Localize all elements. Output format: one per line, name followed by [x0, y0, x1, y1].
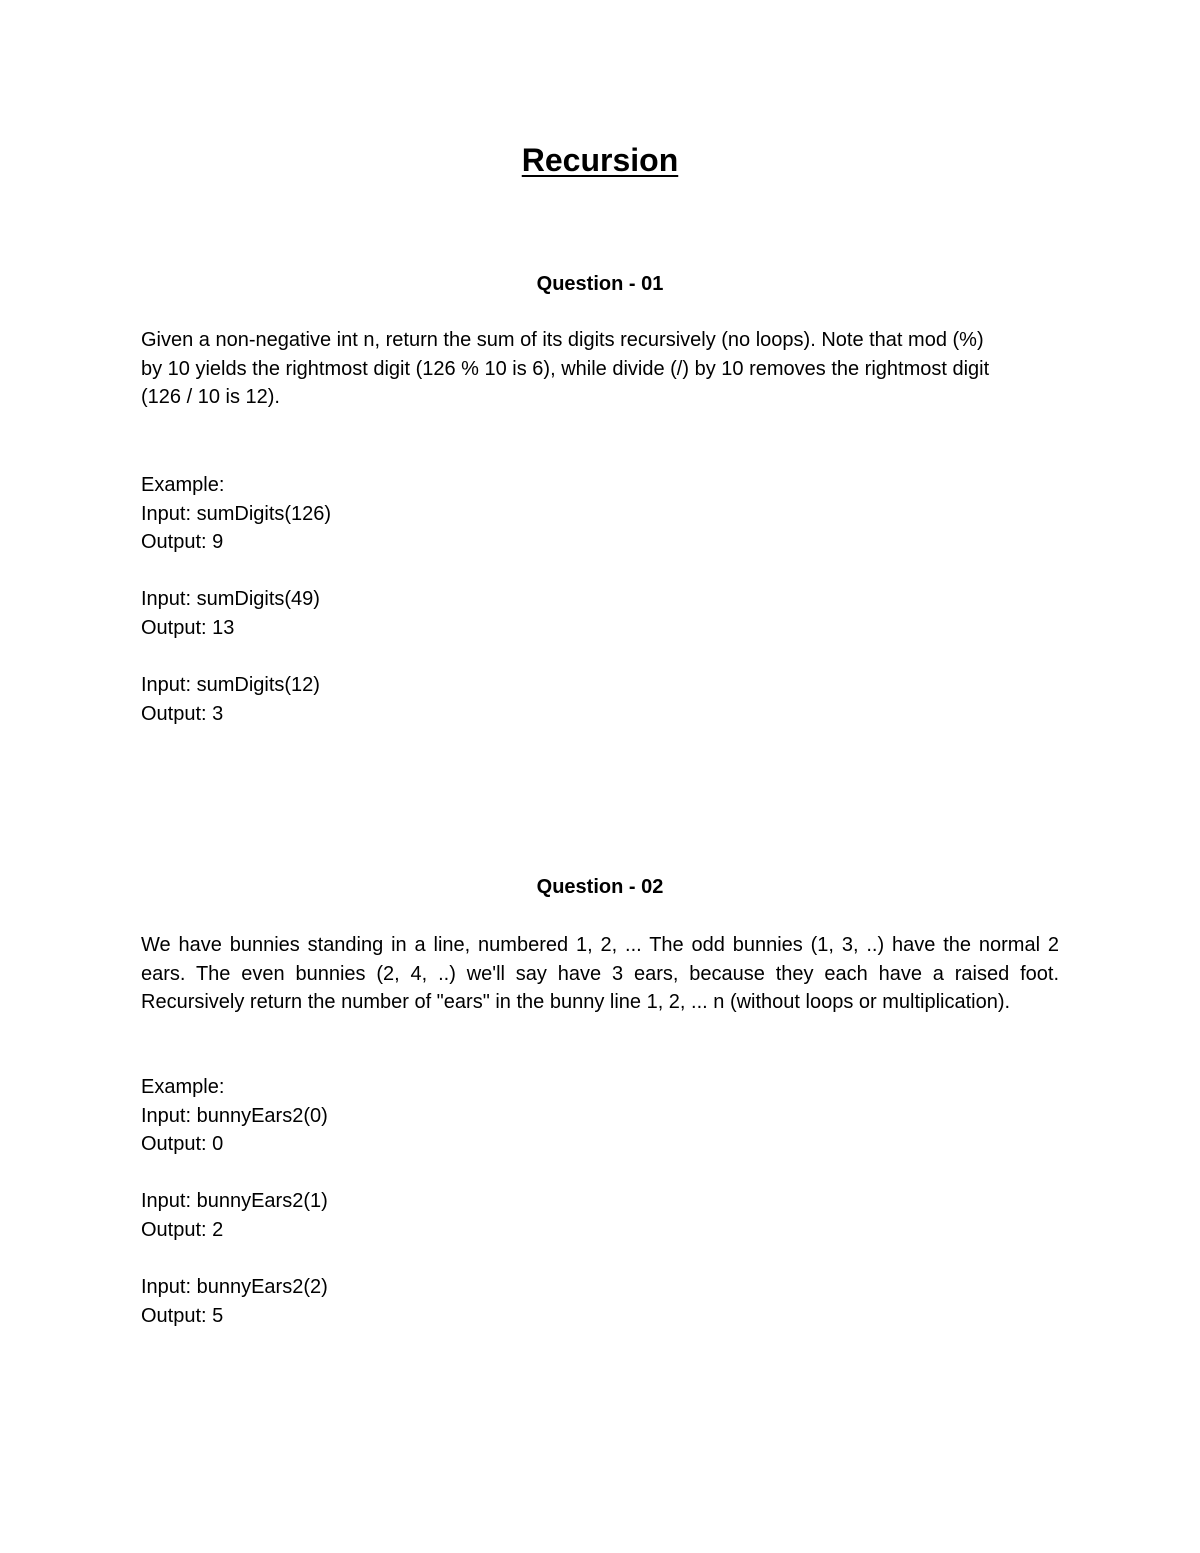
question-02: [141, 873, 1059, 1017]
page-title: Recursion: [521, 142, 679, 178]
question-01-examples: [141, 471, 1059, 728]
question-01-body-line: Given a non-negative int n, return the sum of its digits recursively (no loops). Note that mod (%): [141, 329, 984, 351]
question-01-heading: Question - 01: [536, 273, 664, 295]
example-output: Output: 2: [141, 1218, 224, 1241]
example-input: Input: sumDigits(12): [141, 674, 320, 697]
example-input: Input: bunnyEars2(0): [141, 1104, 328, 1127]
question-02-heading: Question - 02: [536, 876, 664, 898]
example-output: Output: 0: [141, 1133, 224, 1156]
question-02-examples: [141, 1073, 1059, 1330]
example-output: Output: 9: [141, 531, 224, 554]
example-output: Output: 5: [141, 1304, 224, 1327]
question-01-body-line: by 10 yields the rightmost digit (126 % 10 is 6), while divide (/) by 10 removes the rightmost digit: [141, 357, 990, 380]
question-01: [141, 270, 1059, 412]
question-01-body-line: (126 / 10 is 12).: [141, 386, 280, 409]
example-label: Example:: [141, 1076, 225, 1098]
example-output: Output: 3: [141, 702, 224, 725]
example-input: Input: bunnyEars2(1): [141, 1190, 328, 1213]
question-01-body: [141, 326, 1059, 412]
example-label: Example:: [141, 474, 225, 496]
example-input: Input: bunnyEars2(2): [141, 1276, 328, 1299]
question-02-body: We have bunnies standing in a line, numbered 1, 2, ... The odd bunnies (1, 3, ..) have the normal 2 ears. The even bunnies (2, 4, ..) we'll say have 3 ears, because they each have a raised foot. Recursively return the number of "ears" in the bunny line 1, 2, ... n (without loops or multiplication).: [141, 934, 1059, 1014]
example-output: Output: 13: [141, 616, 235, 639]
example-input: Input: sumDigits(126): [141, 502, 332, 525]
example-input: Input: sumDigits(49): [141, 588, 320, 611]
